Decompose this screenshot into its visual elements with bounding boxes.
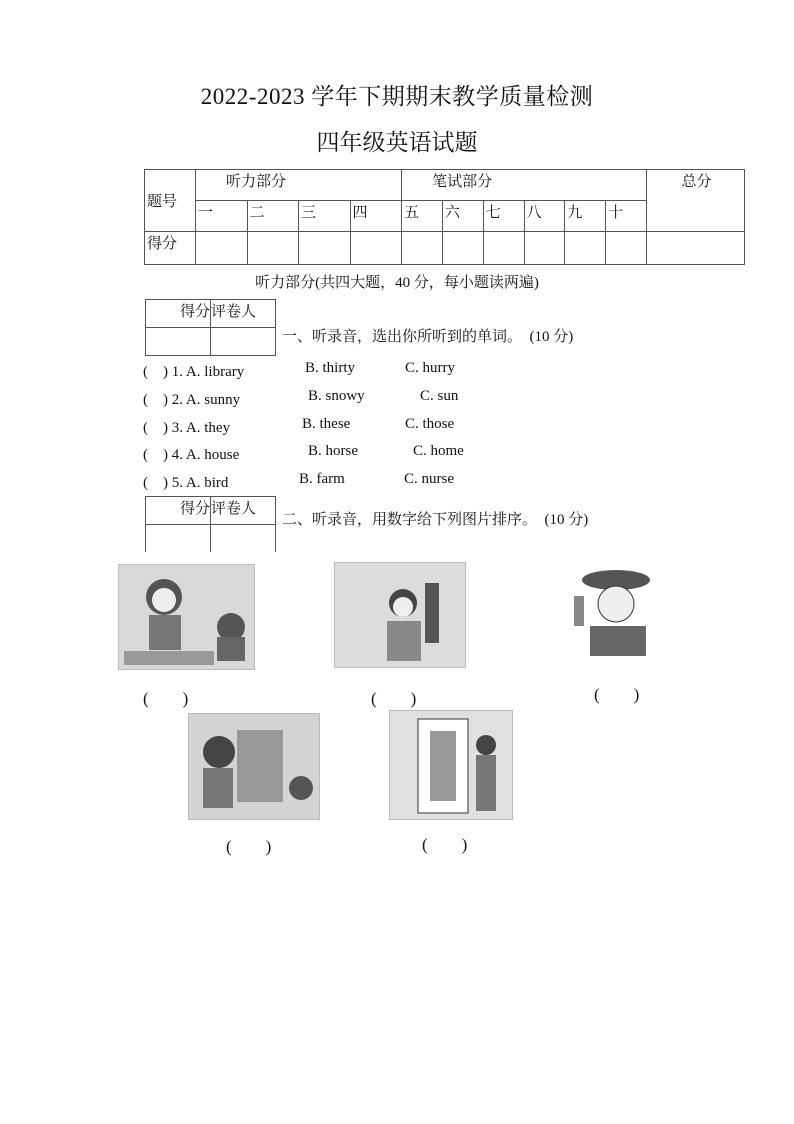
score-entry[interactable] <box>647 232 745 265</box>
picture-boy-with-hat <box>554 566 658 658</box>
score-entry[interactable] <box>606 232 647 265</box>
picture-girl-with-sweater <box>188 713 320 820</box>
answer-paren[interactable]: ( ) <box>143 689 189 708</box>
score-entry[interactable] <box>247 232 299 265</box>
score-table <box>144 169 745 265</box>
picture-boy-with-shirt <box>334 562 466 668</box>
grader-marker-entry[interactable] <box>211 328 276 356</box>
score-entry[interactable] <box>565 232 606 265</box>
girl-sweater-illustration-icon <box>189 714 319 819</box>
answer-paren[interactable]: ( ) <box>226 837 272 856</box>
total-header: 总分 <box>647 170 745 232</box>
listening-note: 听力部分(共四大题，40 分，每小题读两遍) <box>255 275 539 291</box>
num-cell: 二 <box>247 201 299 232</box>
page-title: 2022-2023 学年下期期末教学质量检测 <box>200 84 594 109</box>
answer-paren[interactable]: ( ) <box>371 689 417 708</box>
grader-score-label: 得分 <box>146 300 211 328</box>
score-entry[interactable] <box>350 232 402 265</box>
grader-score-entry[interactable] <box>146 328 211 356</box>
boy-shirt-illustration-icon <box>335 563 465 667</box>
defen-cell: 得分 <box>145 232 196 265</box>
score-entry[interactable] <box>402 232 443 265</box>
boy-pants-illustration-icon <box>390 711 512 819</box>
num-cell: 五 <box>402 201 443 232</box>
picture-boy-with-pants <box>389 710 513 820</box>
answer-paren[interactable]: ( ) <box>422 835 468 854</box>
score-entry[interactable] <box>442 232 483 265</box>
grader-marker-label: 评卷人 <box>211 497 276 525</box>
page-subtitle: 四年级英语试题 <box>316 130 478 155</box>
section2-heading: 二、听录音，用数字给下列图片排序。 (10 分) <box>282 512 589 528</box>
picture-girl-with-bear <box>118 564 255 670</box>
score-entry[interactable] <box>299 232 351 265</box>
num-cell: 十 <box>606 201 647 232</box>
grader-score-label: 得分 <box>146 497 211 525</box>
num-cell: 九 <box>565 201 606 232</box>
num-cell: 六 <box>442 201 483 232</box>
grader-score-entry[interactable] <box>146 525 211 553</box>
num-cell: 八 <box>524 201 565 232</box>
tihao-cell: 题号 <box>145 170 196 232</box>
score-entry[interactable] <box>483 232 524 265</box>
num-cell: 三 <box>299 201 351 232</box>
section1-heading: 一、听录音，选出你所听到的单词。 (10 分) <box>282 329 574 345</box>
writing-header: 笔试部分 <box>402 170 647 201</box>
listening-header: 听力部分 <box>196 170 402 201</box>
grader-marker-label: 评卷人 <box>211 300 276 328</box>
girl-illustration-icon <box>119 565 254 669</box>
answer-paren[interactable]: ( ) <box>594 685 640 704</box>
num-cell: 七 <box>483 201 524 232</box>
grader-box <box>145 496 276 552</box>
boy-hat-illustration-icon <box>554 566 658 658</box>
num-cell: 一 <box>196 201 248 232</box>
grader-marker-entry[interactable] <box>211 525 276 553</box>
score-entry[interactable] <box>524 232 565 265</box>
num-cell: 四 <box>350 201 402 232</box>
grader-box <box>145 299 276 356</box>
score-entry[interactable] <box>196 232 248 265</box>
